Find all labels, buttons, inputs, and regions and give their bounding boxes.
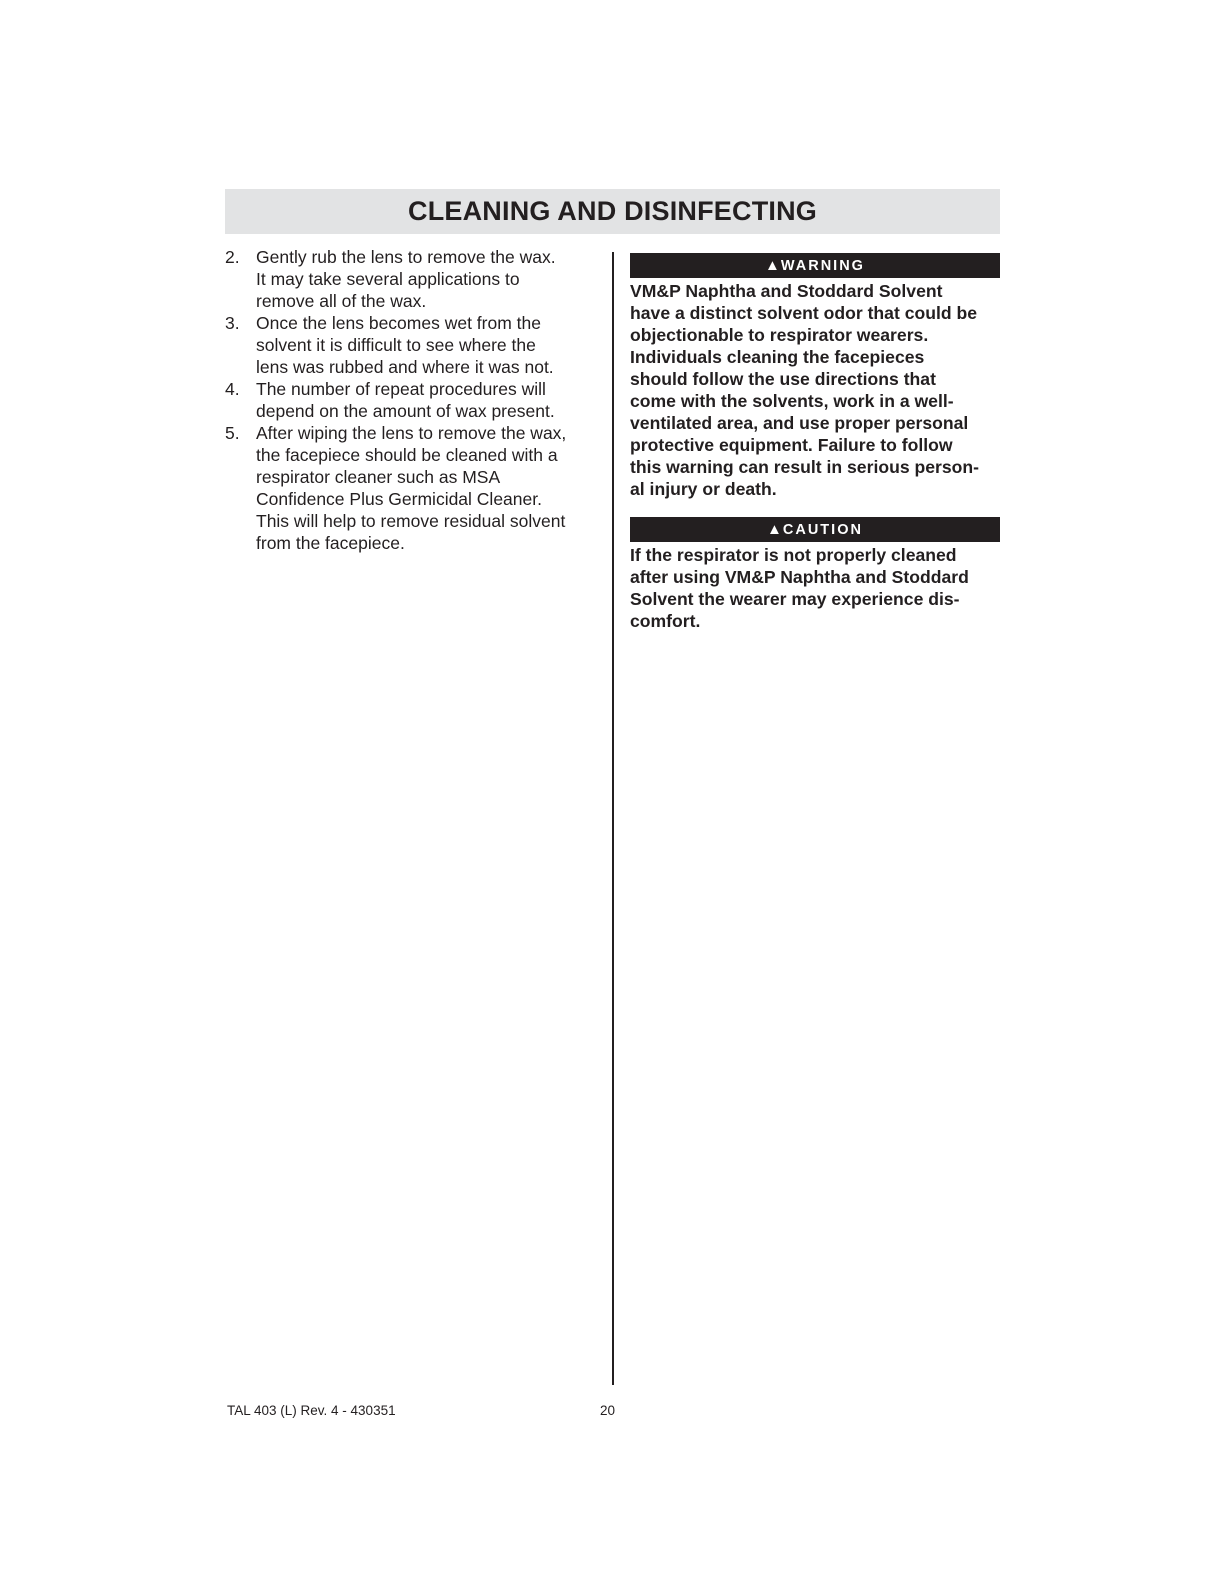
- safety-notices-column: [630, 253, 1000, 632]
- step-line: from the facepiece.: [256, 533, 405, 553]
- step-line: the facepiece should be cleaned with a: [256, 445, 558, 465]
- list-item: [225, 246, 597, 312]
- caution-line: If the respirator is not properly cleaned: [630, 545, 957, 565]
- warning-line: al injury or death.: [630, 479, 777, 499]
- warning-line: Individuals cleaning the facepieces: [630, 347, 925, 367]
- document-reference: TAL 403 (L) Rev. 4 - 430351: [227, 1403, 396, 1418]
- column-divider: [612, 252, 614, 1385]
- procedure-steps-column: [225, 246, 597, 554]
- list-item: [225, 312, 597, 378]
- step-line: solvent it is difficult to see where the: [256, 335, 536, 355]
- warning-line: have a distinct solvent odor that could be: [630, 303, 978, 323]
- warning-text: [630, 280, 1000, 500]
- caution-triangle-icon: ▲: [767, 521, 782, 538]
- step-line: respirator cleaner such as MSA: [256, 467, 501, 487]
- step-number: 2.: [225, 247, 240, 267]
- warning-line: come with the solvents, work in a well-: [630, 391, 954, 411]
- step-text: [256, 422, 597, 554]
- warning-line: this warning can result in serious person-: [630, 457, 980, 477]
- warning-label: WARNING: [780, 257, 865, 274]
- step-text: [256, 378, 597, 422]
- step-line: Once the lens becomes wet from the: [256, 313, 541, 333]
- caution-line: comfort.: [630, 611, 701, 631]
- warning-triangle-icon: ▲: [765, 257, 780, 274]
- caution-header-bar: [630, 517, 1000, 542]
- step-number: 4.: [225, 379, 240, 399]
- caution-text: [630, 544, 1000, 632]
- step-number: 3.: [225, 313, 240, 333]
- page-number: 20: [600, 1403, 616, 1418]
- procedure-steps-list: [225, 246, 597, 554]
- warning-header-bar: [630, 253, 1000, 278]
- step-number: 5.: [225, 423, 240, 443]
- caution-line: after using VM&P Naphtha and Stoddard: [630, 567, 969, 587]
- warning-line: VM&P Naphtha and Stoddard Solvent: [630, 281, 943, 301]
- step-line: This will help to remove residual solvent: [256, 511, 566, 531]
- step-line: It may take several applications to: [256, 269, 520, 289]
- caution-notice: [630, 517, 1000, 632]
- warning-line: should follow the use directions that: [630, 369, 936, 389]
- step-line: The number of repeat procedures will: [256, 379, 546, 399]
- warning-line: ventilated area, and use proper personal: [630, 413, 969, 433]
- warning-line: protective equipment. Failure to follow: [630, 435, 953, 455]
- warning-line: objectionable to respirator wearers.: [630, 325, 929, 345]
- caution-line: Solvent the wearer may experience dis-: [630, 589, 960, 609]
- list-item: [225, 422, 597, 554]
- step-text: [256, 246, 597, 312]
- caution-label: CAUTION: [782, 521, 863, 538]
- step-line: After wiping the lens to remove the wax,: [256, 423, 567, 443]
- step-line: depend on the amount of wax present.: [256, 401, 555, 421]
- warning-notice: [630, 253, 1000, 500]
- step-line: lens was rubbed and where it was not.: [256, 357, 554, 377]
- step-line: remove all of the wax.: [256, 291, 427, 311]
- list-item: [225, 378, 597, 422]
- step-text: [256, 312, 597, 378]
- step-line: Confidence Plus Germicidal Cleaner.: [256, 489, 542, 509]
- page-title: CLEANING AND DISINFECTING: [408, 196, 817, 226]
- section-title-bar: [225, 189, 1000, 234]
- step-line: Gently rub the lens to remove the wax.: [256, 247, 556, 267]
